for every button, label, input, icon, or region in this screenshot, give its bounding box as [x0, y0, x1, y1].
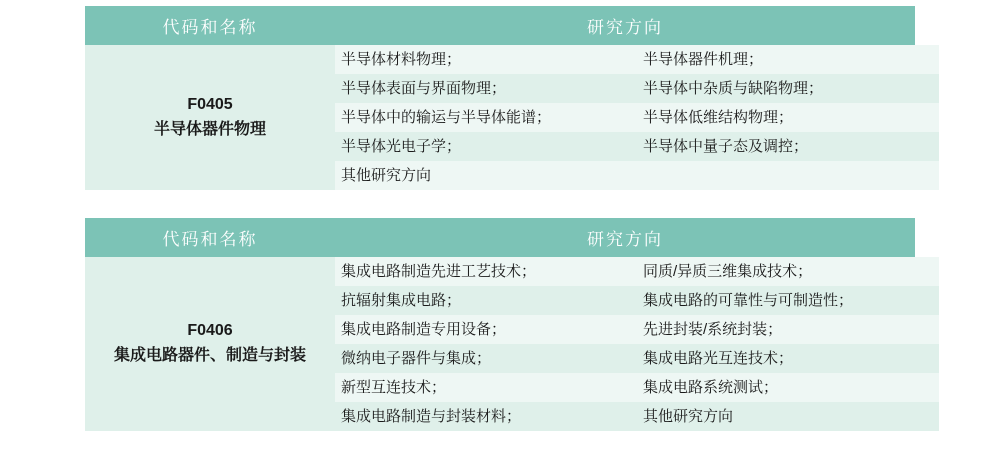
research-directions-cell [335, 45, 915, 190]
direction-item: 其他研究方向 [637, 402, 939, 431]
direction-item: 半导体材料物理； [335, 45, 637, 74]
discipline-code-and-name [85, 257, 335, 431]
table-body-row [85, 45, 915, 190]
table-row [335, 315, 939, 344]
direction-item: 其他研究方向 [335, 161, 637, 190]
direction-item: 集成电路制造与封装材料； [335, 402, 637, 431]
table-row [335, 45, 939, 74]
directions-table [335, 45, 939, 190]
research-table-f0406 [85, 218, 915, 431]
direction-item: 抗辐射集成电路； [335, 286, 637, 315]
direction-item: 集成电路的可靠性与可制造性； [637, 286, 939, 315]
direction-item: 同质/异质三维集成技术； [637, 257, 939, 286]
header-research-direction: 研究方向 [335, 218, 915, 257]
table-row [335, 373, 939, 402]
discipline-name: 半导体器件物理 [153, 120, 266, 138]
table-row [335, 402, 939, 431]
table-row [335, 161, 939, 190]
direction-item: 微纳电子器件与集成； [335, 344, 637, 373]
direction-item [637, 161, 939, 190]
direction-item: 半导体中量子态及调控； [637, 132, 939, 161]
direction-item: 集成电路制造先进工艺技术； [335, 257, 637, 286]
direction-item: 先进封装/系统封装； [637, 315, 939, 344]
direction-item: 半导体光电子学； [335, 132, 637, 161]
header-research-direction: 研究方向 [335, 6, 915, 45]
table-header-row [85, 218, 915, 257]
research-directions-cell [335, 257, 915, 431]
direction-item: 半导体器件机理； [637, 45, 939, 74]
table [85, 218, 915, 431]
direction-item: 半导体表面与界面物理； [335, 74, 637, 103]
table-row [335, 132, 939, 161]
header-code-and-name: 代码和名称 [85, 6, 335, 45]
header-code-and-name: 代码和名称 [85, 218, 335, 257]
table-row [335, 103, 939, 132]
table-row [335, 286, 939, 315]
discipline-code-and-name [85, 45, 335, 190]
direction-item: 新型互连技术； [335, 373, 637, 402]
table-row [335, 344, 939, 373]
direction-item: 半导体中杂质与缺陷物理； [637, 74, 939, 103]
discipline-name: 集成电路器件、制造与封装 [113, 347, 306, 364]
table-row [335, 74, 939, 103]
direction-item: 集成电路制造专用设备； [335, 315, 637, 344]
table-header-row [85, 6, 915, 45]
table-body-row [85, 257, 915, 431]
direction-item: 半导体中的输运与半导体能谱； [335, 103, 637, 132]
table-row [335, 257, 939, 286]
research-table-f0405 [85, 6, 915, 190]
direction-item: 半导体低维结构物理； [637, 103, 939, 132]
discipline-code: F0406 [187, 322, 233, 340]
discipline-code: F0405 [187, 95, 233, 113]
direction-item: 集成电路光互连技术； [637, 344, 939, 373]
direction-item: 集成电路系统测试； [637, 373, 939, 402]
table [85, 6, 915, 190]
directions-table [335, 257, 939, 431]
